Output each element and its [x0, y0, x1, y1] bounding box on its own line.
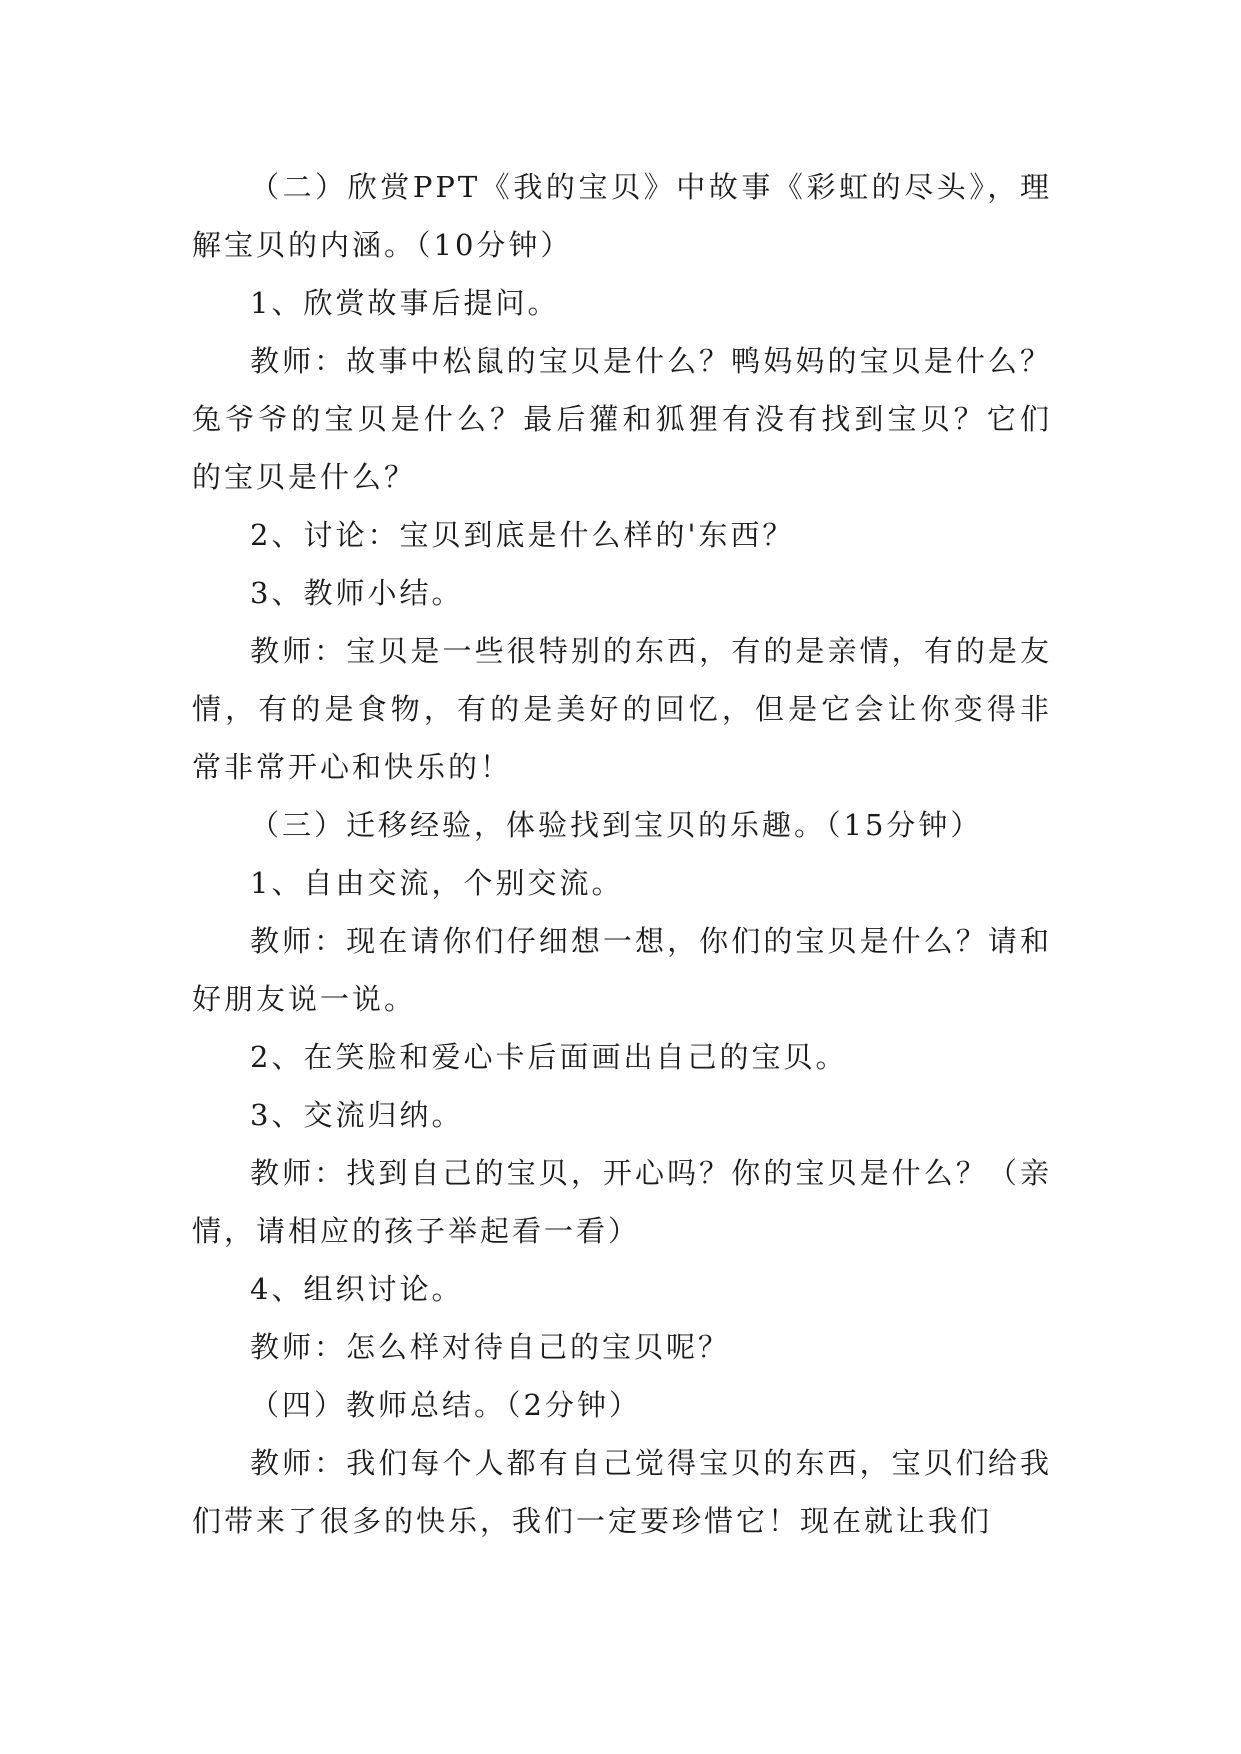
paragraph-step-3: 3、教师小结。: [250, 576, 464, 610]
paragraph-teacher-conclusion: 教师：我们每个人都有自己觉得宝贝的东西，宝贝们给我们带来了很多的快乐，我们一定要珍惜它！现在就让我们: [192, 1446, 1052, 1538]
paragraph-step-2: 2、讨论：宝贝到底是什么样的'东西？: [250, 518, 795, 552]
paragraph-teacher-think: 教师：现在请你们仔细想一想，你们的宝贝是什么？请和好朋友说一说。: [192, 924, 1052, 1016]
paragraph-section-3-heading: （三）迁移经验，体验找到宝贝的乐趣。（15分钟）: [250, 808, 983, 842]
paragraph-teacher-treat: 教师：怎么样对待自己的宝贝呢？: [250, 1330, 731, 1364]
paragraph-exchange-summary: 3、交流归纳。: [250, 1098, 464, 1132]
paragraph-teacher-summary: 教师：宝贝是一些很特别的东西，有的是亲情，有的是友情，有的是食物，有的是美好的回忆，但是它会让你变得非常非常开心和快乐的！: [192, 634, 1052, 784]
paragraph-section-4-heading: （四）教师总结。（2分钟）: [250, 1388, 641, 1422]
paragraph-free-exchange: 1、自由交流，个别交流。: [250, 866, 624, 900]
paragraph-section-2-heading: （二）欣赏PPT《我的宝贝》中故事《彩虹的尽头》，理解宝贝的内涵。（10分钟）: [192, 170, 1052, 262]
paragraph-teacher-found: 教师：找到自己的宝贝，开心吗？你的宝贝是什么？（亲情，请相应的孩子举起看一看）: [192, 1156, 1052, 1248]
document-body: [192, 158, 1052, 1550]
paragraph-step-1: 1、欣赏故事后提问。: [250, 286, 560, 320]
paragraph-teacher-questions: 教师：故事中松鼠的宝贝是什么？鸭妈妈的宝贝是什么？兔爷爷的宝贝是什么？最后獾和狐狸有没有找到宝贝？它们的宝贝是什么？: [192, 344, 1052, 494]
paragraph-draw-treasure: 2、在笑脸和爱心卡后面画出自己的宝贝。: [250, 1040, 848, 1074]
paragraph-organize-discussion: 4、组织讨论。: [250, 1272, 464, 1306]
